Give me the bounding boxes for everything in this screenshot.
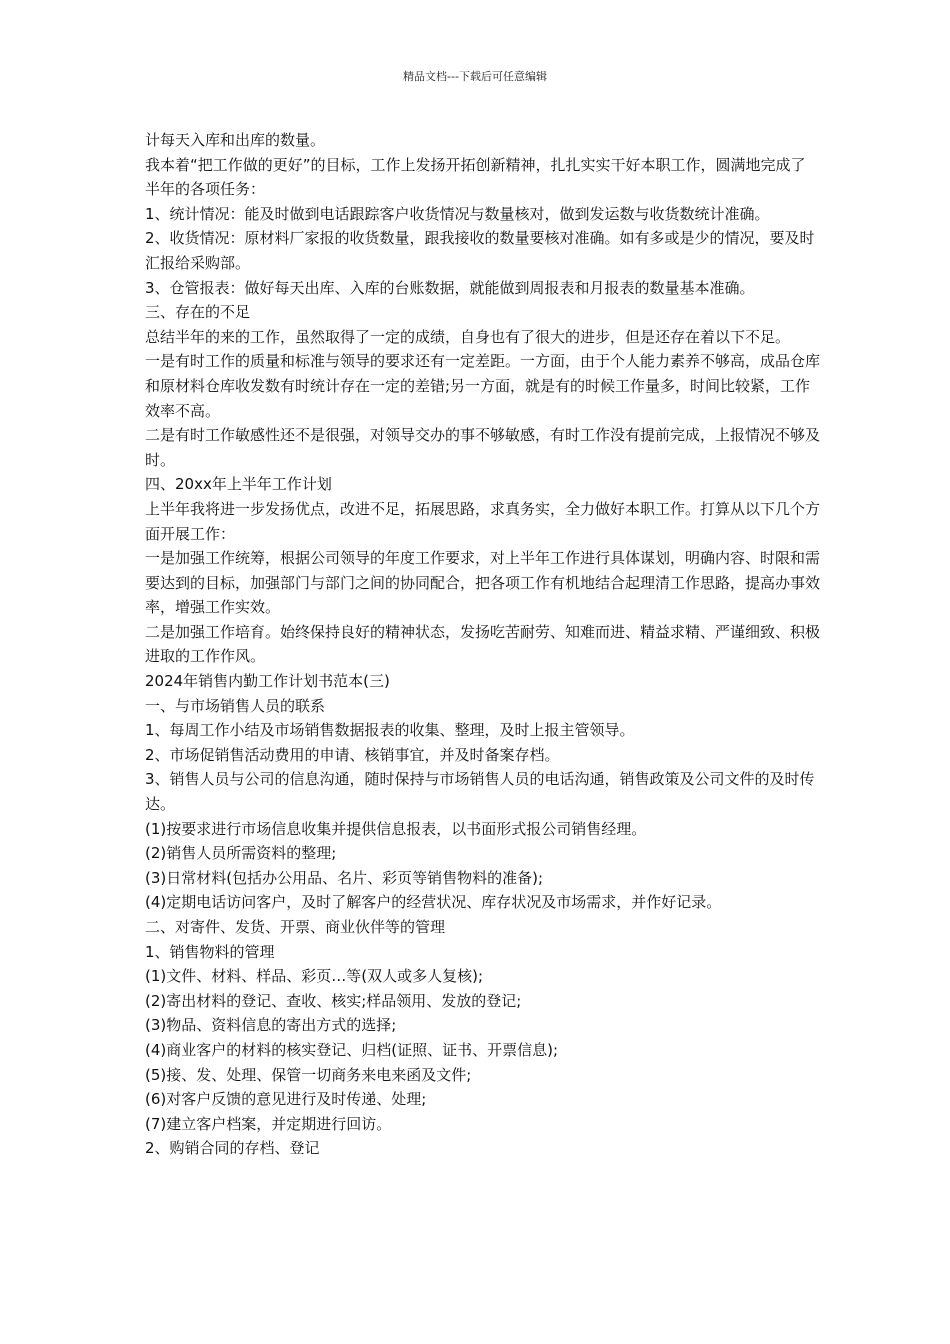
paragraph: 三、存在的不足 [145,303,251,322]
paragraph: (1)文件、材料、样品、彩页…等(双人或多人复核); [145,967,484,986]
paragraph: (1)按要求进行市场信息收集并提供信息报表，以书面形式报公司销售经理。 [145,819,647,838]
paragraph: (3)物品、资料信息的寄出方式的选择; [145,1016,397,1035]
paragraph: 四、20xx年上半年工作计划 [145,475,332,494]
paragraph: 上半年我将进一步发扬优点，改进不足，拓展思路，求真务实，全力做好本职工作。打算从以下几个方面开展工作： [145,499,821,543]
paragraph: 一是有时工作的质量和标准与领导的要求还有一定差距。一方面，由于个人能力素养不够高，成品仓库和原材料仓库收发数有时统计存在一定的差错;另一方面，就是有的时候工作量多，时间比较紧，工作效率不高。 [145,352,821,420]
document-body [145,128,820,1161]
paragraph: 2、收货情况：原材料厂家报的收货数量，跟我接收的数量要核对准确。如有多或是少的情况，要及时汇报给采购部。 [145,229,815,272]
paragraph: (3)日常材料(包括办公用品、名片、彩页等销售物料的准备); [145,868,544,887]
paragraph: 二是加强工作培育。始终保持良好的精神状态，发扬吃苦耐劳、知难而进、精益求精、严谨细致、积极进取的工作作风。 [145,622,821,666]
paragraph: (4)商业客户的材料的核实登记、归档(证照、证书、开票信息); [145,1040,559,1059]
paragraph: (2)寄出材料的登记、查收、核实;样品领用、发放的登记; [145,991,522,1010]
paragraph: 2、购销合同的存档、登记 [145,1139,320,1158]
paragraph: (5)接、发、处理、保管一切商务来电来函及文件; [145,1065,472,1084]
paragraph: 一是加强工作统筹，根据公司领导的年度工作要求，对上半年工作进行具体谋划，明确内容、时限和需要达到的目标，加强部门与部门之间的协同配合，把各项工作有机地结合起理清工作思路，提高办事效率，增强工作实效。 [145,549,821,617]
paragraph: 计每天入库和出库的数量。 [145,131,326,149]
paragraph: (4)定期电话访问客户，及时了解客户的经营状况、库存状况及市场需求，并作好记录。 [145,893,722,912]
paragraph: 3、仓管报表：做好每天出库、入库的台账数据，就能做到周报表和月报表的数量基本准确。 [145,278,755,297]
paragraph: (2)销售人员所需资料的整理; [145,844,337,863]
paragraph: 1、统计情况：能及时做到电话跟踪客户收货情况与数量核对，做到发运数与收货数统计准确。 [145,204,770,223]
paragraph: 二是有时工作敏感性还不是很强，对领导交办的事不够敏感，有时工作没有提前完成，上报情况不够及时。 [145,426,821,469]
paragraph: 2024年销售内勤工作计划书范本(三) [145,672,390,691]
page-header: 精品文档---下载后可任意编辑 [403,70,547,83]
paragraph: 一、与市场销售人员的联系 [145,696,326,715]
paragraph: 1、销售物料的管理 [145,942,275,961]
paragraph: 1、每周工作小结及市场销售数据报表的收集、整理，及时上报主管领导。 [145,721,635,740]
paragraph: 二、对寄件、发货、开票、商业伙伴等的管理 [145,918,446,936]
paragraph: 3、销售人员与公司的信息沟通，随时保持与市场销售人员的电话沟通，销售政策及公司文件的及时传达。 [145,770,815,814]
paragraph: 我本着“把工作做的更好”的目标，工作上发扬开拓创新精神，扎扎实实干好本职工作，圆满地完成了半年的各项任务： [145,155,806,199]
paragraph: (6)对客户反馈的意见进行及时传递、处理; [145,1090,427,1109]
paragraph: 总结半年的来的工作，虽然取得了一定的成绩，自身也有了很大的进步，但是还存在着以下不足。 [145,327,791,346]
paragraph: 2、市场促销售活动费用的申请、核销事宜，并及时备案存档。 [145,745,560,764]
paragraph: (7)建立客户档案，并定期进行回访。 [145,1114,392,1133]
